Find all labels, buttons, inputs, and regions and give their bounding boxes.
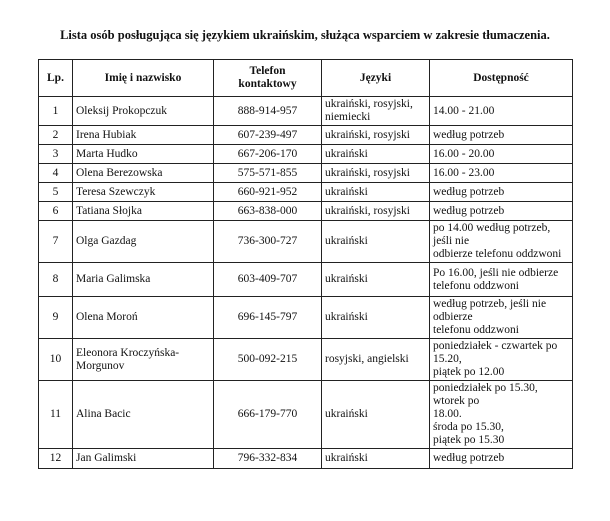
table-row xyxy=(39,97,573,126)
cell-languages xyxy=(322,97,430,126)
cell-phone: 667-206-170 xyxy=(214,145,322,164)
cell-phone: 660-921-952 xyxy=(214,183,322,202)
header-phone-line2: kontaktowy xyxy=(238,78,297,90)
table-row xyxy=(39,339,573,381)
language-line: ukraiński xyxy=(325,235,368,247)
cell-name: Marta Hudko xyxy=(73,145,214,164)
cell-lp: 6 xyxy=(39,202,73,221)
cell-phone: 607-239-497 xyxy=(214,126,322,145)
cell-availability xyxy=(430,339,573,381)
volunteer-table xyxy=(38,59,573,469)
cell-name: Alina Bacic xyxy=(73,381,214,449)
cell-lp: 7 xyxy=(39,221,73,263)
cell-name: Jan Galimski xyxy=(73,449,214,469)
language-line: ukraiński xyxy=(325,408,368,420)
header-availability: Dostępność xyxy=(430,60,573,97)
availability-line: według potrzeb, jeśli nie odbierze xyxy=(433,298,547,323)
language-line: rosyjski, angielski xyxy=(325,353,409,365)
cell-lp: 2 xyxy=(39,126,73,145)
cell-availability xyxy=(430,381,573,449)
document-title: Lista osób posługująca się językiem ukraińskim, służąca wsparciem w zakresie tłumaczenia. xyxy=(60,28,550,42)
cell-phone: 663-838-000 xyxy=(214,202,322,221)
cell-name: Maria Galimska xyxy=(73,263,214,297)
availability-line: telefonu oddzwoni xyxy=(433,279,519,292)
header-phone xyxy=(214,60,322,97)
cell-lp: 10 xyxy=(39,339,73,381)
cell-name: Irena Hubiak xyxy=(73,126,214,145)
table-row xyxy=(39,297,573,339)
table-row xyxy=(39,164,573,183)
language-line: ukraiński, rosyjski xyxy=(325,128,410,141)
cell-availability xyxy=(430,263,573,297)
cell-languages xyxy=(322,164,430,183)
availability-line: odbierze telefonu oddzwoni xyxy=(433,248,562,260)
cell-name: Teresa Szewczyk xyxy=(73,183,214,202)
cell-name: Tatiana Słojka xyxy=(73,202,214,221)
table-row xyxy=(39,126,573,145)
header-languages: Języki xyxy=(322,60,430,97)
language-line: ukraiński xyxy=(325,147,368,160)
availability-line: 16.00 - 23.00 xyxy=(433,166,495,179)
cell-availability xyxy=(430,449,573,469)
cell-languages xyxy=(322,339,430,381)
table-row xyxy=(39,263,573,297)
cell-availability xyxy=(430,164,573,183)
language-line: ukraiński xyxy=(325,185,368,198)
table-row xyxy=(39,449,573,469)
cell-phone: 888-914-957 xyxy=(214,97,322,126)
availability-line: według potrzeb xyxy=(433,204,505,217)
availability-line: według potrzeb xyxy=(433,452,505,464)
availability-line: poniedziałek po 15.30, wtorek po xyxy=(433,382,538,407)
cell-phone: 575-571-855 xyxy=(214,164,322,183)
language-line: ukraiński xyxy=(325,311,368,323)
cell-name: Olga Gazdag xyxy=(73,221,214,263)
cell-languages xyxy=(322,183,430,202)
availability-line: 14.00 - 21.00 xyxy=(433,104,495,117)
cell-lp: 5 xyxy=(39,183,73,202)
cell-languages xyxy=(322,202,430,221)
header-lp: Lp. xyxy=(39,60,73,97)
availability-line: 16.00 - 20.00 xyxy=(433,147,495,160)
cell-phone: 696-145-797 xyxy=(214,297,322,339)
cell-lp: 4 xyxy=(39,164,73,183)
header-name: Imię i nazwisko xyxy=(73,60,214,97)
cell-availability xyxy=(430,126,573,145)
cell-phone: 796-332-834 xyxy=(214,449,322,469)
cell-lp: 8 xyxy=(39,263,73,297)
cell-availability xyxy=(430,202,573,221)
availability-line: telefonu oddzwoni xyxy=(433,324,519,336)
header-phone-line1: Telefon xyxy=(249,65,286,77)
cell-name: Olena Moroń xyxy=(73,297,214,339)
language-line: niemiecki xyxy=(325,111,371,123)
cell-availability xyxy=(430,97,573,126)
cell-lp: 9 xyxy=(39,297,73,339)
table-row xyxy=(39,221,573,263)
language-line: ukraiński, rosyjski, xyxy=(325,98,413,110)
availability-line: według potrzeb xyxy=(433,185,505,198)
availability-line: 18.00. xyxy=(433,408,462,420)
cell-availability xyxy=(430,297,573,339)
language-line: ukraiński, rosyjski xyxy=(325,204,410,217)
cell-phone: 603-409-707 xyxy=(214,263,322,297)
cell-languages xyxy=(322,381,430,449)
cell-lp: 1 xyxy=(39,97,73,126)
cell-languages xyxy=(322,145,430,164)
table-row xyxy=(39,202,573,221)
cell-languages xyxy=(322,449,430,469)
table-row xyxy=(39,145,573,164)
cell-phone: 500-092-215 xyxy=(214,339,322,381)
cell-languages xyxy=(322,263,430,297)
table-row xyxy=(39,183,573,202)
availability-line: piątek po 15.30 xyxy=(433,434,505,446)
availability-line: piątek po 12.00 xyxy=(433,366,505,378)
language-line: ukraiński xyxy=(325,273,368,285)
cell-name: Eleonora Kroczyńska-Morgunov xyxy=(73,339,214,381)
availability-line: według potrzeb xyxy=(433,128,505,141)
cell-languages xyxy=(322,126,430,145)
table-row xyxy=(39,381,573,449)
language-line: ukraiński, rosyjski xyxy=(325,166,410,179)
cell-availability xyxy=(430,221,573,263)
availability-line: po 14.00 według potrzeb, jeśli nie xyxy=(433,222,551,247)
language-line: ukraiński xyxy=(325,452,368,464)
availability-line: Po 16.00, jeśli nie odbierze xyxy=(433,266,559,279)
cell-lp: 12 xyxy=(39,449,73,469)
cell-lp: 3 xyxy=(39,145,73,164)
cell-availability xyxy=(430,183,573,202)
table-header-row xyxy=(39,60,573,97)
cell-lp: 11 xyxy=(39,381,73,449)
cell-name: Oleksij Prokopczuk xyxy=(73,97,214,126)
cell-languages xyxy=(322,221,430,263)
availability-line: środa po 15.30, xyxy=(433,421,504,433)
cell-phone: 666-179-770 xyxy=(214,381,322,449)
availability-line: poniedziałek - czwartek po 15.20, xyxy=(433,340,558,365)
cell-name: Olena Berezowska xyxy=(73,164,214,183)
cell-phone: 736-300-727 xyxy=(214,221,322,263)
cell-languages xyxy=(322,297,430,339)
cell-availability xyxy=(430,145,573,164)
